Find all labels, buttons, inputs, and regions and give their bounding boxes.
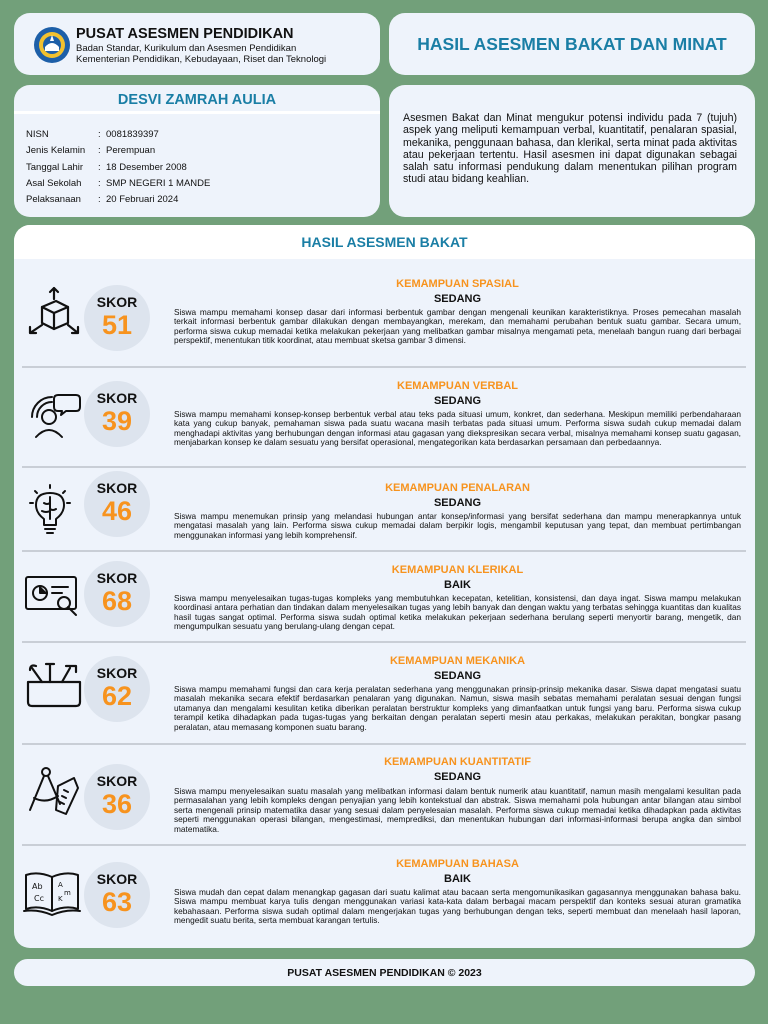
ability-description: Siswa mampu menemukan prinsip yang melandasi hubungan antar konsep/informasi yang bersifat sederhana dan mampu menerapkannya untuk mengatasi masalah yang lain. Performa siswa cukup memadai dalam berpikir logis, mengambil keputusan yang tepat, dan membuat pertimbangan menggunakan informasi yang lebih komprehensif. [174,511,741,540]
score-badge [84,471,150,537]
report-title-card [389,13,755,75]
ability-description: Siswa mampu memahami fungsi dan cara kerja peralatan sederhana yang menggunakan prinsip-prinsip mekanika dasar. Siswa dapat mengatasi suatu masalah mekanika secara efektif berdasarkan penalaran yang digunakan. Namun, siswa masih sebatas memahami peralatan sesuai dengan fungsi utamanya dan mengalami kesulitan ketika diberikan peralatan berstruktur kompleks yang dimanfaatkan untuk fungsi yang baru. Performa siswa cukup terampil ketika dihadapkan pada tugas-tugas yang berkaitan dengan peralatan seperti mesin atau perkakas, melakukan perakitan, bongkar pasang peralatan, atau memasang komponen suatu barang. [174,684,741,732]
score-value: 62 [101,681,133,711]
score-value: 46 [101,496,133,526]
ability-description: Siswa mampu menyelesaikan tugas-tugas kompleks yang membutuhkan kecepatan, ketelitian, konsistensi, dan daya ingat. Siswa mampu melakukan koordinasi antara perhatian dan tindakan dalam menyelesaikan tugas yang lebih banyak dan dengan waktu yang terbatas sehingga kuantitas dan kualitas hasil tugas sangat optimal. Performa siswa sudah optimal ketika melakukan pekerjaan sederhana berulang seperti menyortir barang, mengetik, dan mengumpulkan sesuatu yang berulang-ulang dengan cepat. [174,593,741,632]
ability-level: BAIK [444,579,471,591]
row-divider [22,844,746,846]
score-label: SKOR [96,294,138,310]
open-book-icon [22,865,82,921]
score-badge [84,285,150,351]
footer-text: PUSAT ASESMEN PENDIDIKAN © 2023 [287,966,482,979]
presentation-search-icon [22,569,82,625]
score-label: SKOR [96,390,138,406]
toolbox-icon [22,660,82,716]
ability-description: Siswa mampu menyelesaikan suatu masalah yang melibatkan informasi dalam bentuk numerik atau kuantitatif, namun masih mengalami kesulitan pada permasalahan yang lebih kompleks dengan penyajian yang lebih kontekstual dan abstrak. Siswa memahami pola hubungan antar bilangan atau simbol serta mengenali prinsip matematika dasar yang sesuai dalam penyelesaian masalah. Performa siswa cukup memadai ketika dihadapkan pada aktivitas seperti menggunakan operasi bilangan, mengestimasi, memprediksi, dan menentukan hubungan dari informasi-informasi berupa angka dan simbol matematika. [174,786,741,834]
svg-text:m: m [64,889,71,897]
compass-ruler-icon [22,764,82,820]
ability-description: Siswa mampu memahami konsep-konsep berbentuk verbal atau teks pada situasi umum, konkret, dan sederhana. Meskipun memiliki perbendaharaan kata yang cukup banyak, pemahaman siswa pada suatu wacana masih terbatas pada situasi umum. Performa siswa sudah cukup memadai dalam menghadapi aktivitas yang berhubungan dengan informasi atau gagasan yang diekspresikan secara verbal, misalnya memahami konsep suatu gagasan, menjabarkan konsep ke dalam sesuatu yang bersifat operasional, mengategorikan kata berdasarkan persamaan dan perbedaannya. [174,409,741,448]
identity-row: Pelaksanaan : 20 Februari 2024 [26,194,179,205]
ability-description: Siswa mudah dan cepat dalam menangkap gagasan dari suatu kalimat atau bacaan serta mengomunikasikan gagasannya menggunakan bahasa baku. Siswa mampu membuat karya tulis dengan menggunakan variasi kata-kata dalam berbagai macam perspektif dan konteks sesuai aturan gramatika kebahasaan. Performa siswa sudah optimal dalam mengerjakan tugas yang berhubungan dengan teks, seperti membuat dan menelaah hasil laporan, mengedit suatu berita, serta membuat karangan tertulis. [174,887,741,926]
ability-level: BAIK [444,873,471,885]
identity-row: Jenis Kelamin : Perempuan [26,145,156,156]
svg-text:Cc: Cc [34,894,44,903]
score-label: SKOR [96,665,138,681]
identity-value: 0081839397 [106,129,159,140]
ability-title: KEMAMPUAN SPASIAL [396,278,519,290]
assessment-description: Asesmen Bakat dan Minat mengukur potensi individu pada 7 (tujuh) aspek yang meliputi kemampuan verbal, kuantitatif, penalaran spasial, mekanika, penggunaan bahasa, dan klerikal, serta minat pada aktivitas atau pekerjaan tertentu. Hasil asesmen ini dapat digunakan sebagai salah satu informasi pendukung dalam menentukan pilihan program studi atau bidang keahlian. [403,112,737,186]
score-label: SKOR [96,773,138,789]
cube-spatial-icon [22,285,82,341]
ability-level: SEDANG [433,497,482,509]
score-label: SKOR [96,570,138,586]
score-badge [84,381,150,447]
ability-description: Siswa mampu memahami konsep dasar dari informasi berbentuk gambar dengan mengenali keunikan karakteristiknya. Proses pemecahan masalah terkait informasi berbentuk gambar dilakukan dengan membayangkan, merekam, dan memahami perubahan bentuk suatu gambar. Secara umum, performa siswa cukup memadai ketika melakukan pekerjaan yang melibatkan gambar misalnya mengamati peta, menelaah bangun ruang dari berbagai perspektif, menentukan titik koordinat, atau membuat sketsa gambar 3 dimensi. [174,307,741,346]
score-label: SKOR [96,480,138,496]
score-value: 51 [101,310,133,340]
svg-text:Ab: Ab [32,882,43,891]
section-title: HASIL ASESMEN BAKAT [14,225,755,259]
identity-label: NISN [26,129,49,140]
score-label: SKOR [96,871,138,887]
score-badge [84,561,150,627]
ministry-logo-icon [32,25,72,65]
identity-label: Asal Sekolah [26,178,82,189]
aptitude-results-panel [14,225,755,948]
lightbulb-brain-icon [22,483,82,539]
score-value: 36 [101,789,133,819]
identity-value: Perempuan [106,145,156,156]
student-identity-card [14,85,380,217]
identity-label: Pelaksanaan [26,194,81,205]
institution-subtitle-1: Badan Standar, Kurikulum dan Asesmen Pendidikan [76,43,297,54]
svg-text:K: K [58,895,63,903]
ability-title: KEMAMPUAN KUANTITATIF [384,756,531,768]
assessment-description-card [389,85,755,217]
identity-value: SMP NEGERI 1 MANDE [106,178,211,189]
ability-level: SEDANG [433,670,482,682]
identity-value: 18 Desember 2008 [106,162,187,173]
footer [14,959,755,986]
row-divider [22,641,746,643]
ability-level: SEDANG [433,771,482,783]
score-badge [84,862,150,928]
score-value: 39 [101,406,133,436]
score-badge [84,764,150,830]
row-divider [22,366,746,368]
ability-title: KEMAMPUAN KLERIKAL [391,564,524,576]
ability-level: SEDANG [433,395,482,407]
identity-row: Asal Sekolah : SMP NEGERI 1 MANDE [26,178,211,189]
score-badge [84,656,150,722]
ability-level: SEDANG [433,293,482,305]
row-divider [22,550,746,552]
row-divider [22,466,746,468]
institution-subtitle-2: Kementerian Pendidikan, Kebudayaan, Riset dan Teknologi [76,54,327,65]
row-divider [22,743,746,745]
svg-text:A: A [58,881,63,889]
identity-label: Jenis Kelamin [26,145,86,156]
score-value: 63 [101,887,133,917]
ability-title: KEMAMPUAN BAHASA [396,858,519,870]
header-institution-card [14,13,380,75]
report-title: HASIL ASESMEN BAKAT DAN MINAT [417,33,727,54]
identity-label: Tanggal Lahir [26,162,84,173]
student-name: DESVI ZAMRAH AULIA [14,92,380,114]
ability-title: KEMAMPUAN PENALARAN [385,482,530,494]
identity-value: 20 Februari 2024 [106,194,179,205]
identity-row: Tanggal Lahir : 18 Desember 2008 [26,162,187,173]
identity-row: NISN : 0081839397 [26,129,159,140]
speaking-person-icon [22,389,82,445]
score-value: 68 [101,586,133,616]
institution-name: PUSAT ASESMEN PENDIDIKAN [76,26,294,42]
ability-title: KEMAMPUAN VERBAL [397,380,518,392]
ability-title: KEMAMPUAN MEKANIKA [389,655,526,667]
